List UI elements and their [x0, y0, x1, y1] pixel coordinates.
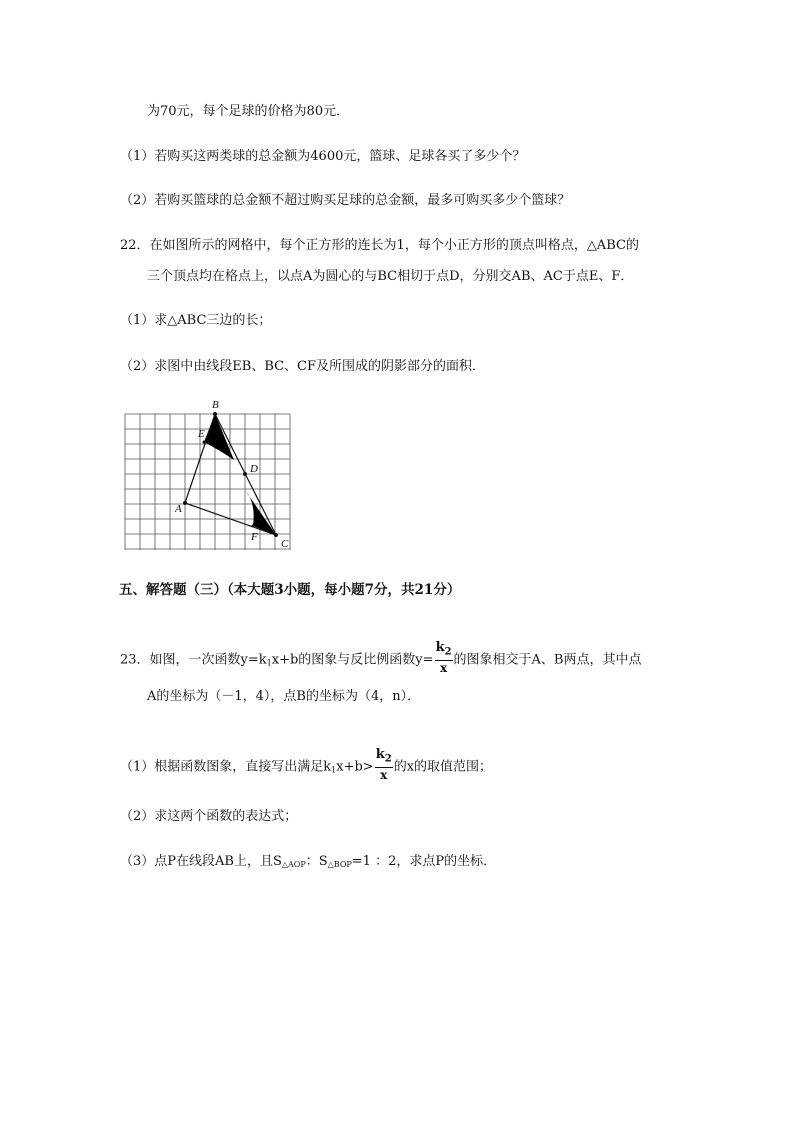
q23-stem-line1 — [120, 640, 642, 677]
q22-part2: （2）求图中由线段EB、BC、CF及所围成的阴影部分的面积． — [120, 359, 486, 374]
q23-p3-sub2: △BOP — [327, 860, 352, 869]
label-d: D — [250, 463, 258, 475]
q23-sub-1: 1 — [266, 658, 272, 668]
label-a: A — [175, 503, 182, 515]
label-c: C — [281, 538, 289, 550]
fraction-k2-over-x-2 — [375, 748, 393, 782]
frac2-numerator-sub: 2 — [384, 753, 392, 765]
q21-part1: （1）若购买这两类球的总金额为4600元，篮球、足球各买了多少个？ — [120, 149, 526, 164]
q23-p1-part-a: （1）根据函数图象，直接写出满足k — [120, 759, 332, 775]
frac2-numerator: k — [375, 747, 385, 762]
frac-numerator: k — [435, 640, 445, 655]
label-b: B — [212, 399, 219, 411]
q23-p3-sub1: △AOP — [281, 860, 306, 869]
section-heading: 五、解答题（三）（本大题3小题，每小题7分，共21分） — [119, 582, 461, 598]
q23-part2: （2）求这两个函数的表达式； — [120, 809, 298, 824]
q23-p1-part-b: x+b> — [336, 759, 374, 775]
q22-stem-line2: 三个顶点均在格点上，以点A为圆心的与BC相切于点D，分别交AB、AC于点E、F． — [147, 269, 634, 284]
fraction-k2-over-x — [435, 641, 453, 675]
q23-part3 — [120, 854, 496, 873]
q21-part2: （2）若购买篮球的总金额不超过购买足球的总金额，最多可购买多少个篮球？ — [120, 193, 571, 208]
q23-stem-part-c: 的图象相交于A、B两点，其中点 — [453, 652, 642, 668]
q23-stem-line2: A的坐标为（－1，4），点B的坐标为（4，n）． — [147, 689, 421, 704]
q22-grid-figure — [118, 395, 303, 555]
frac2-denominator: x — [380, 767, 388, 782]
label-e: E — [198, 428, 205, 440]
q23-part1 — [120, 747, 493, 784]
frac-numerator-sub: 2 — [444, 646, 452, 658]
q23-p3-part-b: ：S — [305, 854, 328, 869]
label-f: F — [251, 531, 258, 543]
q23-stem-part-b: x+b的图象与反比例函数y= — [271, 652, 434, 668]
q22-part1: （1）求△ABC三边的长； — [120, 313, 272, 328]
q21-continuation: 为70元，每个足球的价格为80元． — [147, 104, 350, 119]
q23-stem-part-a: 23．如图，一次函数y=k — [120, 652, 267, 668]
q22-stem-line1: 22．在如图所示的网格中，每个正方形的连长为1，每个小正方形的顶点叫格点，△ABC的 — [120, 238, 639, 253]
q23-p1-part-c: 的x的取值范围； — [393, 759, 493, 775]
q23-p3-part-a: （3）点P在线段AB上，且S — [120, 854, 282, 869]
q23-p3-part-c: =1 ：2，求点P的坐标． — [351, 854, 497, 869]
q23-p1-sub: 1 — [331, 765, 337, 775]
frac-denominator: x — [439, 660, 448, 675]
